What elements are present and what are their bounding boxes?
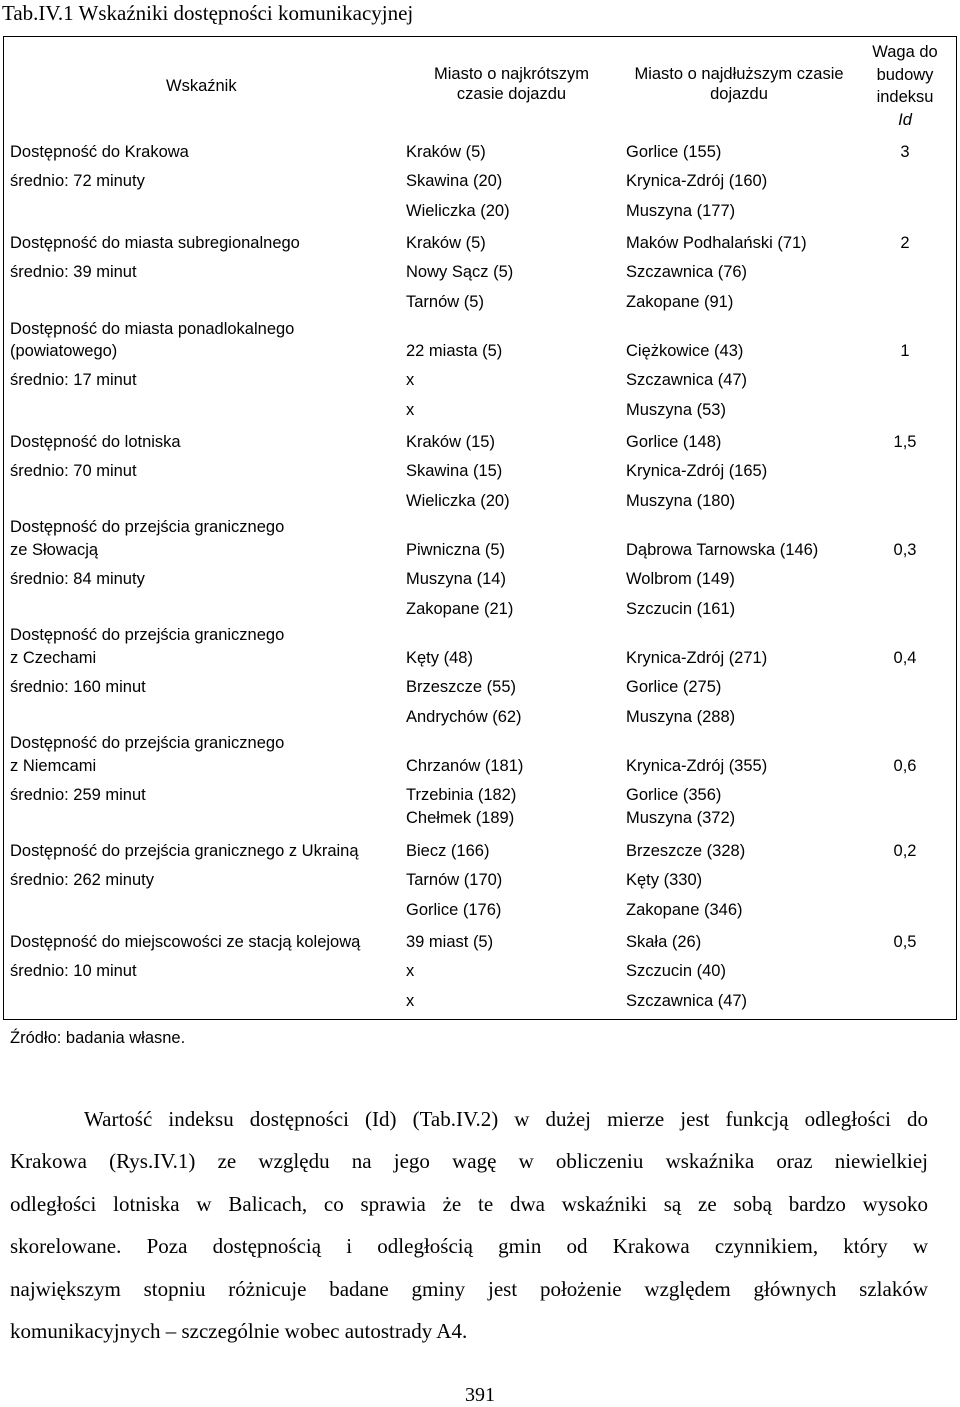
header-longest: Miasto o najdłuższym czasie dojazdu xyxy=(634,65,844,103)
header-shortest: Miasto o najkrótszym czasie dojazdu xyxy=(434,65,589,103)
page-number: 391 xyxy=(465,1384,495,1406)
table-caption: Tab.IV.1 Wskaźniki dostępności komunikacyjnej xyxy=(2,1,414,25)
accessibility-table: Wskaźnik Miasto o najkrótszym czasie dojazdu Miasto o najdłuższym czasie dojazdu Waga do budowy indeksu Id Dostępność do Krakowa średnio: 72 minuty Kraków (5) Skawina (20) Wieliczka (20) Gorlice (155) Krynica-Zdrój (160) Muszyna (177) 3 Dostępność do miasta subregionalnego średnio: 39 minut Kraków (5) Nowy Sącz (5) Tarnów (5) Maków Podhalański (71) Szczawnica (76) Zakopane (91) 2 Dostępność do miasta ponadlokalnego (powiatowego) średnio: 17 minut 22 miasta (5) x x Ciężkowice (43) Szczawnica (47) Muszyna (53) 1 Dostępność do lotniska średnio: 70 minut Kraków (15) Skawina (15) Wieliczka (20) Gorlice (148) Krynica-Zdrój (165) Muszyna (180) 1,5 Dostępność do przejścia granicznego ze Słowacją średnio: 84 minuty Piwniczna (5) Muszyna (14) Zakopane (21) Dąbrowa Tarnowska (146) Wolbrom (149) Szczucin (161) 0,3 Dostępność do przejścia granicznego z Czechami średnio: 160 minut Kęty (48) Brzeszcze (55) Andrychów (62) Krynica-Zdrój (271) Gorlice (275) Muszyna (288) 0,4 Dostępność do przejścia granicznego z Niemcami średnio: 259 minut Chrzanów (181) Trzebinia (182) Chełmek (189) Krynica-Zdrój (355) Gorlice (356) Muszyna (372) 0,6 Dostępność do przejścia granicznego z Ukrainą średnio: 262 minuty Biecz (166) Tarnów (170) Gorlice (176) Brzeszcze (328) Kęty (330) Zakopane (346) 0,2 Dostępność do miejscowości ze stacją kolejową średnio: 10 minut 39 miast (5) x x Skała (26) Szczucin (40) Szczawnica (47) 0,5 xyxy=(3,36,957,1020)
source-note: Źródło: badania własne. xyxy=(10,1029,186,1047)
header-indicator: Wskaźnik xyxy=(166,77,237,95)
header-weight: Waga do budowy indeksu Id xyxy=(872,43,938,129)
body-paragraph: Wartość indeksu dostępności (Id) (Tab.IV.2) w dużej mierze jest funkcją odległości do Krakowa (Rys.IV.1) ze względu na jego wagę w obliczeniu wskaźnika oraz niewielkiej odległości lotniska w Balicach, co sprawia że te dwa wskaźniki są ze sobą bardzo wysoko skorelowane. Poza dostępnością i odległością gmin od Krakowa czynnikiem, który w największym stopniu różnicuje badane gminy jest położenie względem głównych szlaków komunikacyjnych – szczególnie wobec autostrady A4. xyxy=(10,1107,928,1344)
